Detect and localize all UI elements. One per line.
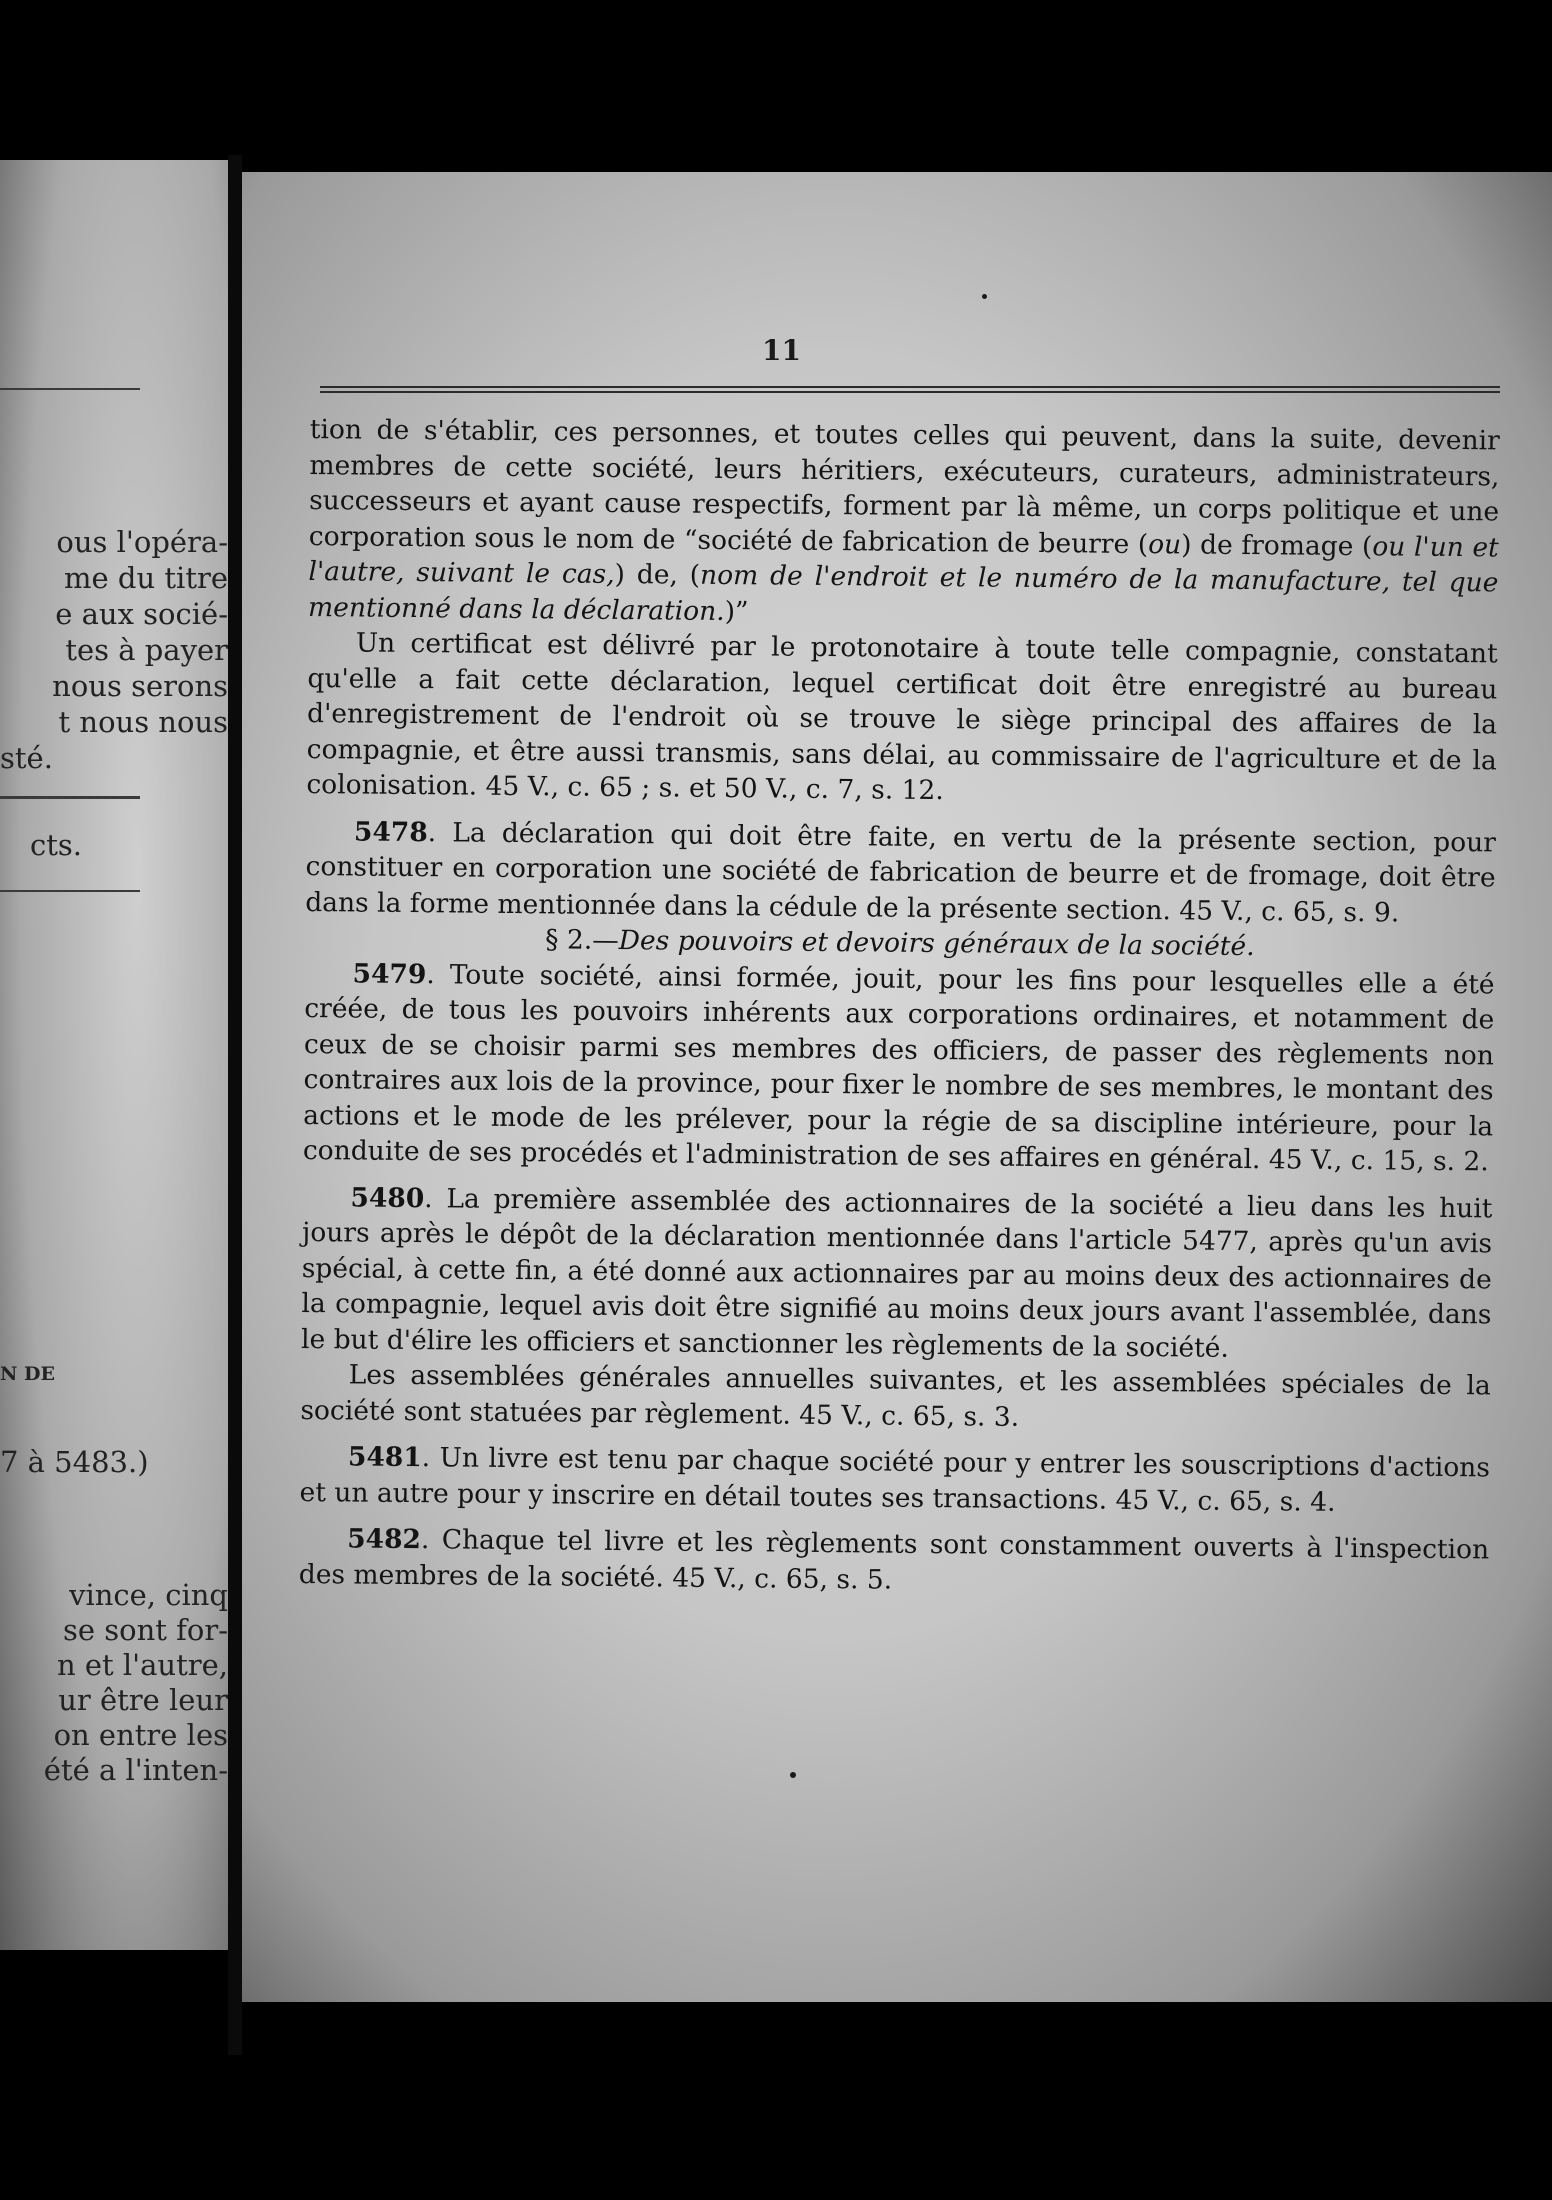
book-gutter (228, 155, 242, 2055)
left-text-line: se sont for- (62, 1613, 228, 1647)
left-page-fragment (0, 160, 228, 1950)
article-5481: 5481. Un livre est tenu par chaque société pour y entrer les souscriptions d'actions et un autre pour y inscrire en détail toutes ses transactions. 45 V., c. 65, s. 4. (299, 1441, 1491, 1518)
left-text-line: tes à payer (65, 633, 228, 667)
header-rule (320, 391, 1500, 393)
left-text-line: été a l'inten- (43, 1753, 228, 1787)
section-heading: § 2.—Des pouvoirs et devoirs généraux de la société. (545, 924, 1255, 963)
left-rule (0, 890, 140, 892)
article-5479: 5479. Toute société, ainsi formée, jouit, pour les fins pour lesquelles elle a été créée, de tous les pouvoirs inhérents aux corporations ordinaires, et notamment de ceux de se choisir parmi ses membres des officiers, de passer des règlements non contraires aux lois de la province, pour fixer le nombre de ses membres, le montant des actions et le mode de les prélever, pour la régie de sa discipline intérieure, pour la conduite de ses procédés et l'administration de ses affaires en général. 45 V., c. 15, s. 2. (302, 957, 1495, 1178)
left-text-line: nous serons (52, 669, 228, 703)
left-text-line: on entre les (53, 1718, 228, 1752)
page-body (299, 412, 1500, 1603)
left-text-line: e aux socié- (55, 597, 228, 631)
left-text-line: N DE (0, 1363, 55, 1385)
left-text-line: ous l'opéra- (56, 525, 228, 559)
left-text-line: t nous nous (58, 705, 228, 739)
page-number: 11 (762, 334, 801, 367)
left-text-line: vince, cinq (69, 1578, 228, 1612)
left-text-line: me du titre (64, 561, 228, 595)
left-rule (0, 796, 140, 799)
dust-speck (790, 1772, 796, 1778)
left-text-line: n et l'autre, (56, 1648, 228, 1682)
header-rule (320, 386, 1500, 388)
paragraph-certificate: Un certificat est délivré par le protonotaire à toute telle compagnie, constatant qu'elle a fait cette déclaration, lequel certificat doit être enregistré au bureau d'enregistrement de l'endroit où se trouve le siège principal des affaires de la compagnie, et être aussi transmis, sans délai, au commissaire de l'agriculture et de la colonisation. 45 V., c. 65 ; s. et 50 V., c. 7, s. 12. (306, 627, 1498, 807)
article-5478: 5478. La déclaration qui doit être faite, en vertu de la présente section, pour constituer en corporation une société de fabrication de beurre et de fromage, doit être dans la forme mentionnée dans la cédule de la présente section. 45 V., c. 65, s. 9. (305, 815, 1497, 928)
article-5480-paragraph-2: Les assemblées générales annuelles suivantes, et les assemblées spéciales de la société sont statuées par règlement. 45 V., c. 65, s. 3. (300, 1359, 1491, 1433)
right-page (242, 172, 1552, 2002)
left-text-line: cts. (30, 828, 82, 862)
article-number: 5480 (350, 1181, 425, 1214)
article-5482: 5482. Chaque tel livre et les règlements sont constamment ouverts à l'inspection des membres de la société. 45 V., c. 65, s. 5. (298, 1523, 1490, 1596)
left-text-line: ur être leur (58, 1683, 228, 1717)
article-5480: 5480. La première assemblée des actionnaires de la société a lieu dans les huit jours après le dépôt de la déclaration mentionnée dans l'article 5477, après qu'un avis spécial, à cette fin, a été donné aux actionnaires par au moins deux des actionnaires de la compagnie, lequel avis doit être signifié au moins deux jours avant l'assemblée, dans le but d'élire les officiers et sanctionner les règlements de la société. (300, 1181, 1493, 1364)
article-number: 5479 (352, 957, 427, 990)
paragraph-continuation: tion de s'établir, ces personnes, et toutes celles qui peuvent, dans la suite, devenir membres de cette société, leurs héritiers, exécuteurs, curateurs, administrateurs, successeurs et ayant cause respectifs, forment par là même, un corps politique et une corporation sous le nom de “société de fabrication de beurre (ou) de fromage (ou l'un et l'autre, suivant le cas,) de, (nom de l'endroit et le numéro de la manufacture, tel que mentionné dans la déclaration.)” (307, 413, 1500, 627)
left-text-line: sté. (0, 741, 53, 775)
left-text-line: 7 à 5483.) (0, 1445, 149, 1479)
article-number: 5478 (353, 815, 428, 848)
article-number: 5481 (347, 1441, 422, 1474)
left-header-rule (0, 388, 140, 390)
article-number: 5482 (347, 1523, 422, 1556)
dust-speck (982, 294, 987, 299)
